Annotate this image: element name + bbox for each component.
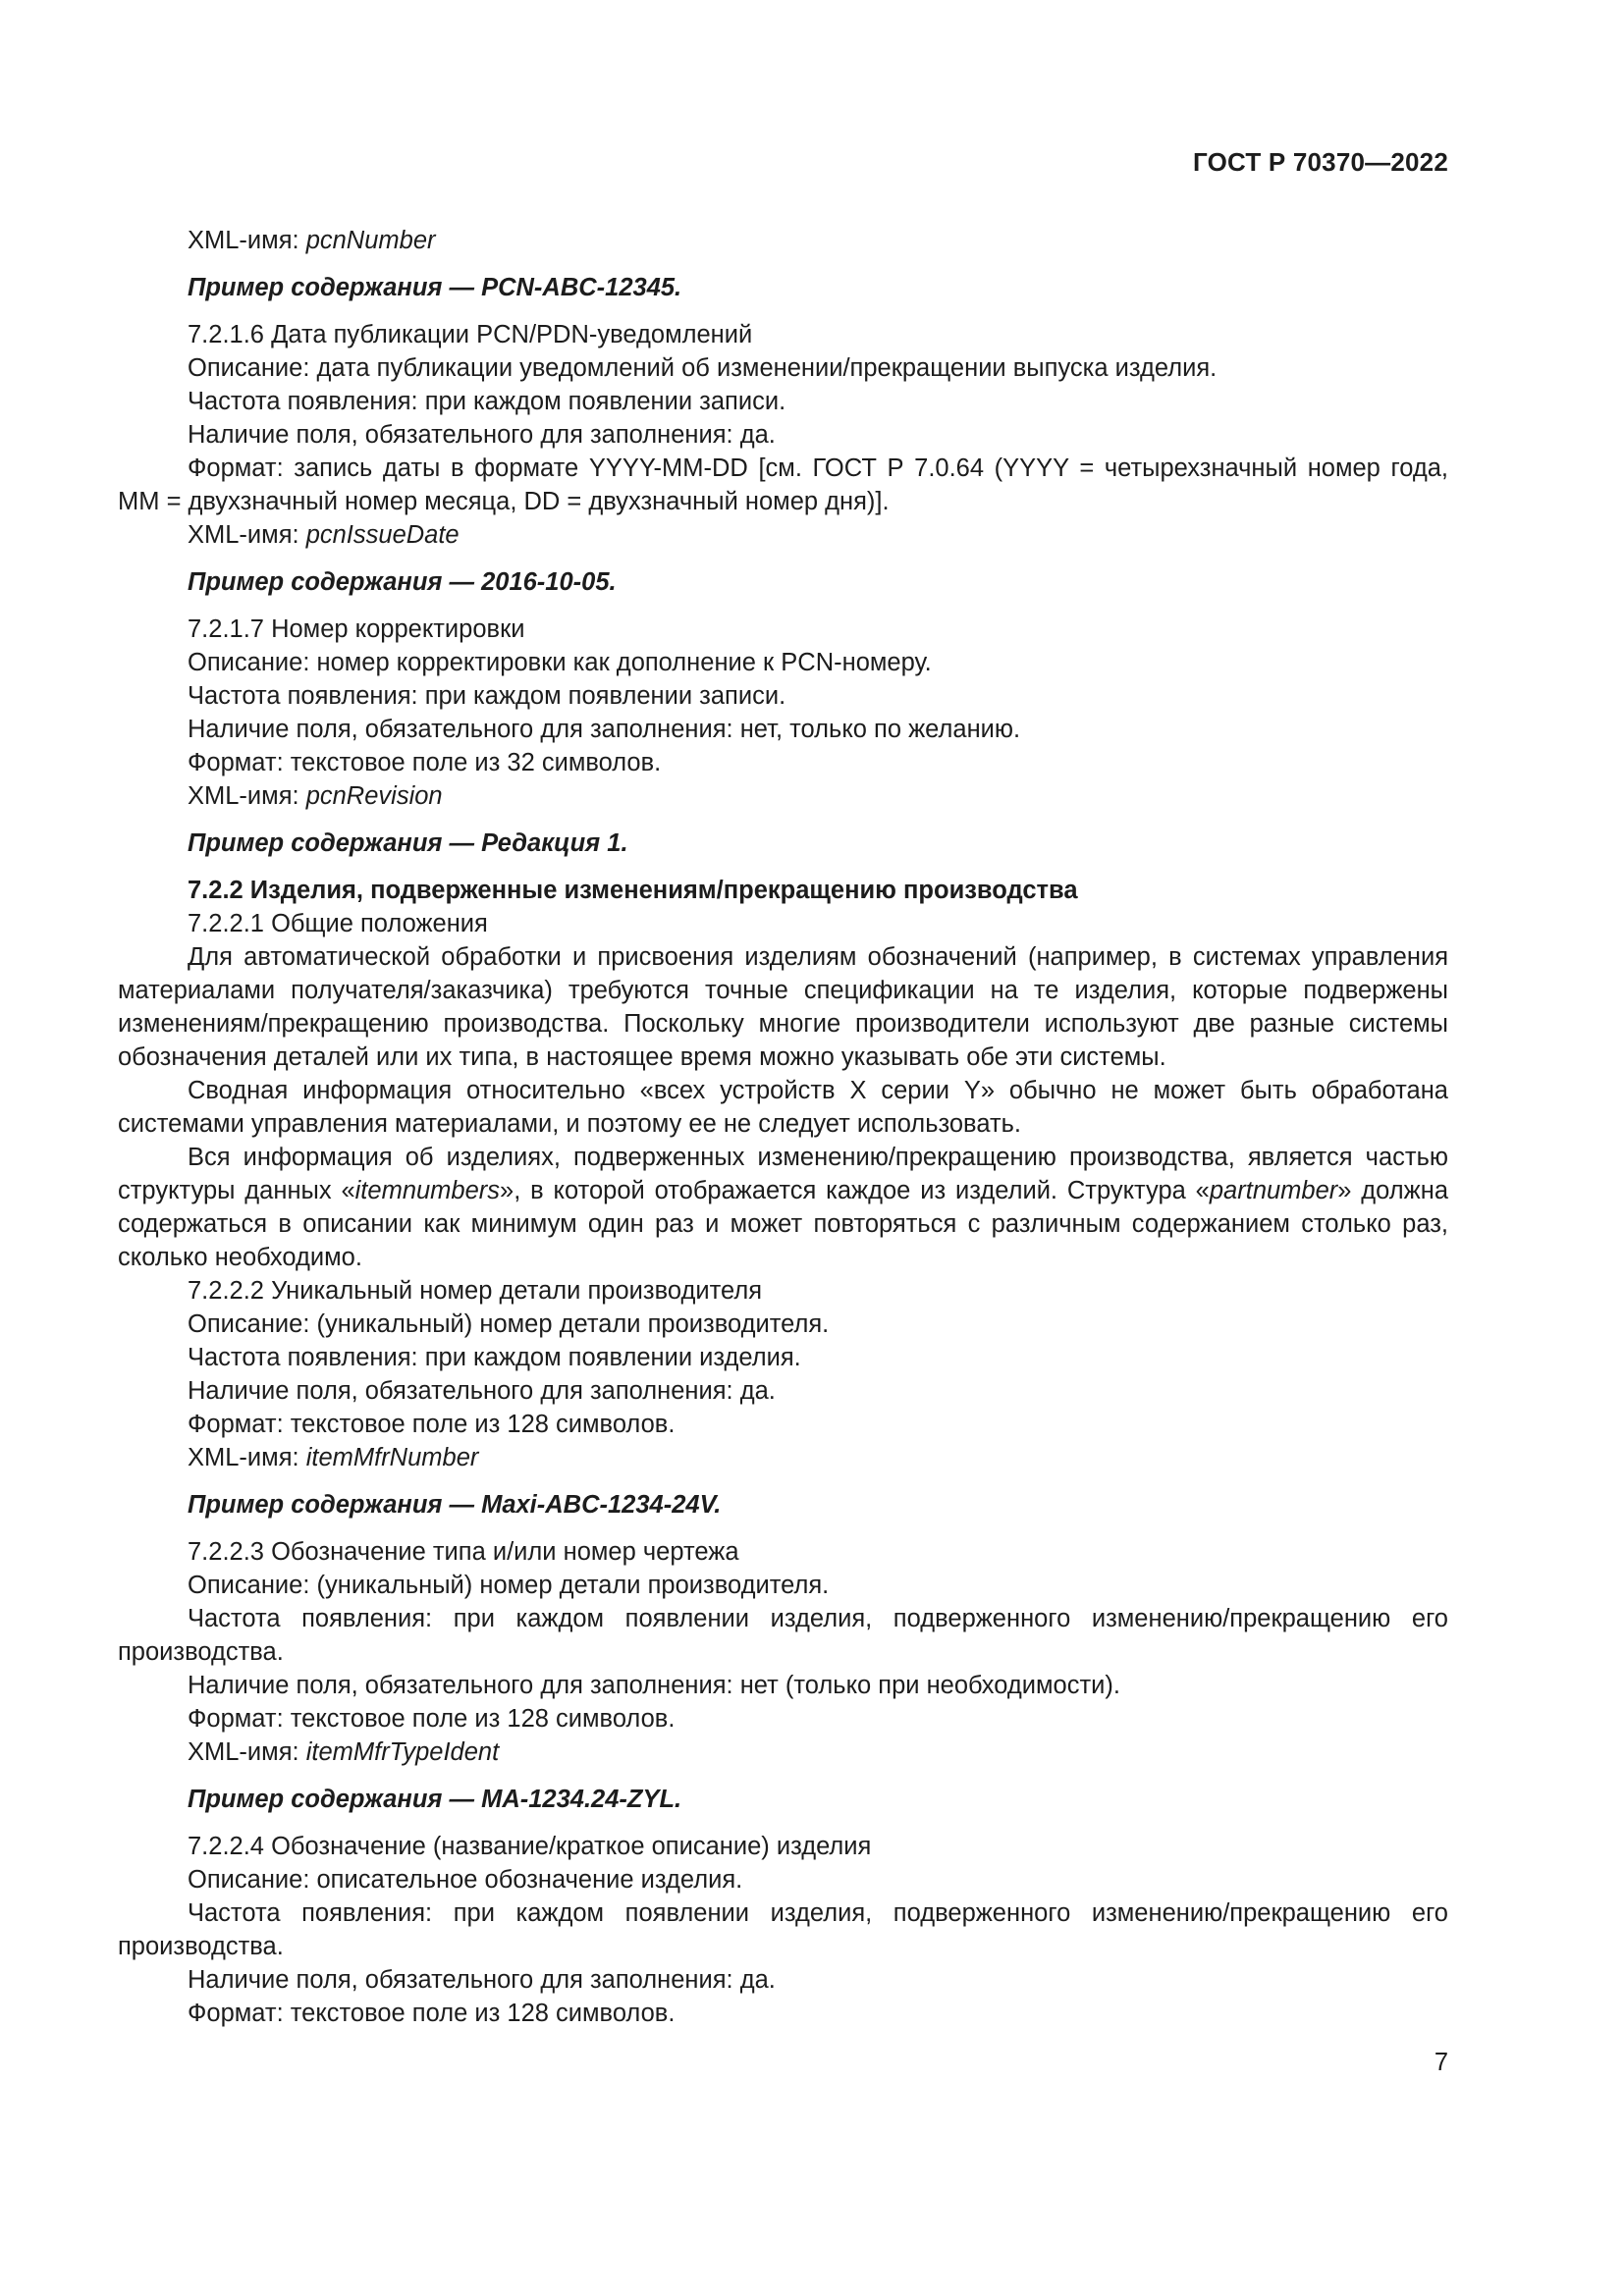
data-structure-name: partnumber: [1209, 1177, 1338, 1204]
xml-name-value: pcnRevision: [305, 782, 443, 810]
example-content: Пример содержания — Maxi-ABC-1234-24V.: [188, 1491, 722, 1519]
xml-name-value: itemMfrNumber: [305, 1444, 479, 1471]
example-content: Пример содержания — PCN-ABC-12345.: [188, 274, 682, 301]
field-format: Формат: запись даты в формате YYYY-MM-DD [см. ГОСТ Р 7.0.64 (YYYY = четырехзначный номер года, MM = двухзначный номер месяца, DD = двухзначный номер дня)].: [118, 454, 1448, 515]
example-content: Пример содержания — Редакция 1.: [188, 829, 628, 857]
field-required: Наличие поля, обязательного для заполнения: да.: [188, 1377, 776, 1405]
xml-name-label: XML-имя:: [188, 1738, 306, 1766]
field-required: Наличие поля, обязательного для заполнения: да.: [188, 421, 776, 449]
xml-name-line: [118, 779, 1448, 813]
paragraph-text: Вся информация об изделиях, подверженных изменению/прекращению производства, является частью структуры данных «: [118, 1144, 1448, 1204]
body-paragraph: [118, 1141, 1448, 1274]
section-title: 7.2.1.6 Дата публикации PCN/PDN-уведомлений: [188, 321, 753, 348]
section-title: 7.2.2.1 Общие положения: [188, 910, 488, 937]
section-heading: 7.2.2 Изделия, подверженные изменениям/прекращению производства: [188, 877, 1078, 904]
xml-name-label: XML-имя:: [188, 782, 306, 810]
xml-name-line: [118, 1441, 1448, 1474]
field-description: Описание: (уникальный) номер детали производителя.: [188, 1310, 830, 1338]
xml-name-label: XML-имя:: [188, 1444, 306, 1471]
field-frequency: Частота появления: при каждом появлении изделия, подверженного изменению/прекращению его производства.: [118, 1605, 1448, 1666]
section-title: 7.2.2.2 Уникальный номер детали производителя: [188, 1277, 763, 1305]
body-paragraph: Для автоматической обработки и присвоения изделиям обозначений (например, в системах управления материалами получателя/заказчика) требуются точные спецификации на те изделия, которые подвержены изменениям/прекращению производства. Поскольку многие производители используют две разные системы обозначения деталей или их типа, в настоящее время можно указывать обе эти системы.: [118, 943, 1448, 1071]
field-required: Наличие поля, обязательного для заполнения: нет, только по желанию.: [188, 716, 1021, 743]
document-body: [118, 224, 1448, 2030]
paragraph-text: », в которой отображается каждое из изделий. Структура «: [500, 1177, 1210, 1204]
section-title: 7.2.2.3 Обозначение типа и/или номер чертежа: [188, 1538, 739, 1566]
paragraph-text: » должна содержаться в описании как минимум один раз и может повторяться с различным содержанием столько раз, сколько необходимо.: [118, 1177, 1449, 1271]
field-description: Описание: описательное обозначение изделия.: [188, 1866, 743, 1894]
page-number: 7: [1434, 2049, 1448, 2076]
xml-name-value: pcnIssueDate: [305, 521, 460, 549]
xml-name-value: itemMfrTypeIdent: [305, 1738, 500, 1766]
xml-name-label: XML-имя:: [188, 521, 306, 549]
field-format: Формат: текстовое поле из 128 символов.: [188, 1411, 676, 1438]
example-content: Пример содержания — 2016-10-05.: [188, 568, 617, 596]
xml-name-line: [118, 1735, 1448, 1769]
field-required: Наличие поля, обязательного для заполнения: да.: [188, 1966, 776, 1994]
field-format: Формат: текстовое поле из 128 символов.: [188, 1705, 676, 1733]
field-frequency: Частота появления: при каждом появлении изделия.: [188, 1344, 801, 1371]
field-frequency: Частота появления: при каждом появлении записи.: [188, 388, 786, 415]
data-structure-name: itemnumbers: [354, 1177, 501, 1204]
field-required: Наличие поля, обязательного для заполнения: нет (только при необходимости).: [188, 1672, 1120, 1699]
field-description: Описание: (уникальный) номер детали производителя.: [188, 1572, 830, 1599]
xml-name-line: [118, 224, 1448, 257]
document-standard-number: ГОСТ Р 70370—2022: [1193, 147, 1448, 177]
body-paragraph: Сводная информация относительно «всех устройств X серии Y» обычно не может быть обработана системами управления материалами, и поэтому ее не следует использовать.: [118, 1077, 1448, 1138]
xml-name-label: XML-имя:: [188, 227, 306, 254]
field-description: Описание: номер корректировки как дополнение к PCN-номеру.: [188, 649, 932, 676]
field-format: Формат: текстовое поле из 128 символов.: [188, 2000, 676, 2027]
section-title: 7.2.1.7 Номер корректировки: [188, 615, 525, 643]
field-format: Формат: текстовое поле из 32 символов.: [188, 749, 662, 776]
field-frequency: Частота появления: при каждом появлении записи.: [188, 682, 786, 710]
field-description: Описание: дата публикации уведомлений об изменении/прекращении выпуска изделия.: [188, 354, 1218, 382]
xml-name-value: pcnNumber: [305, 227, 436, 254]
section-title: 7.2.2.4 Обозначение (название/краткое описание) изделия: [188, 1833, 872, 1860]
example-content: Пример содержания — MA-1234.24-ZYL.: [188, 1786, 682, 1813]
xml-name-line: [118, 518, 1448, 552]
field-frequency: Частота появления: при каждом появлении изделия, подверженного изменению/прекращению его производства.: [118, 1899, 1448, 1960]
